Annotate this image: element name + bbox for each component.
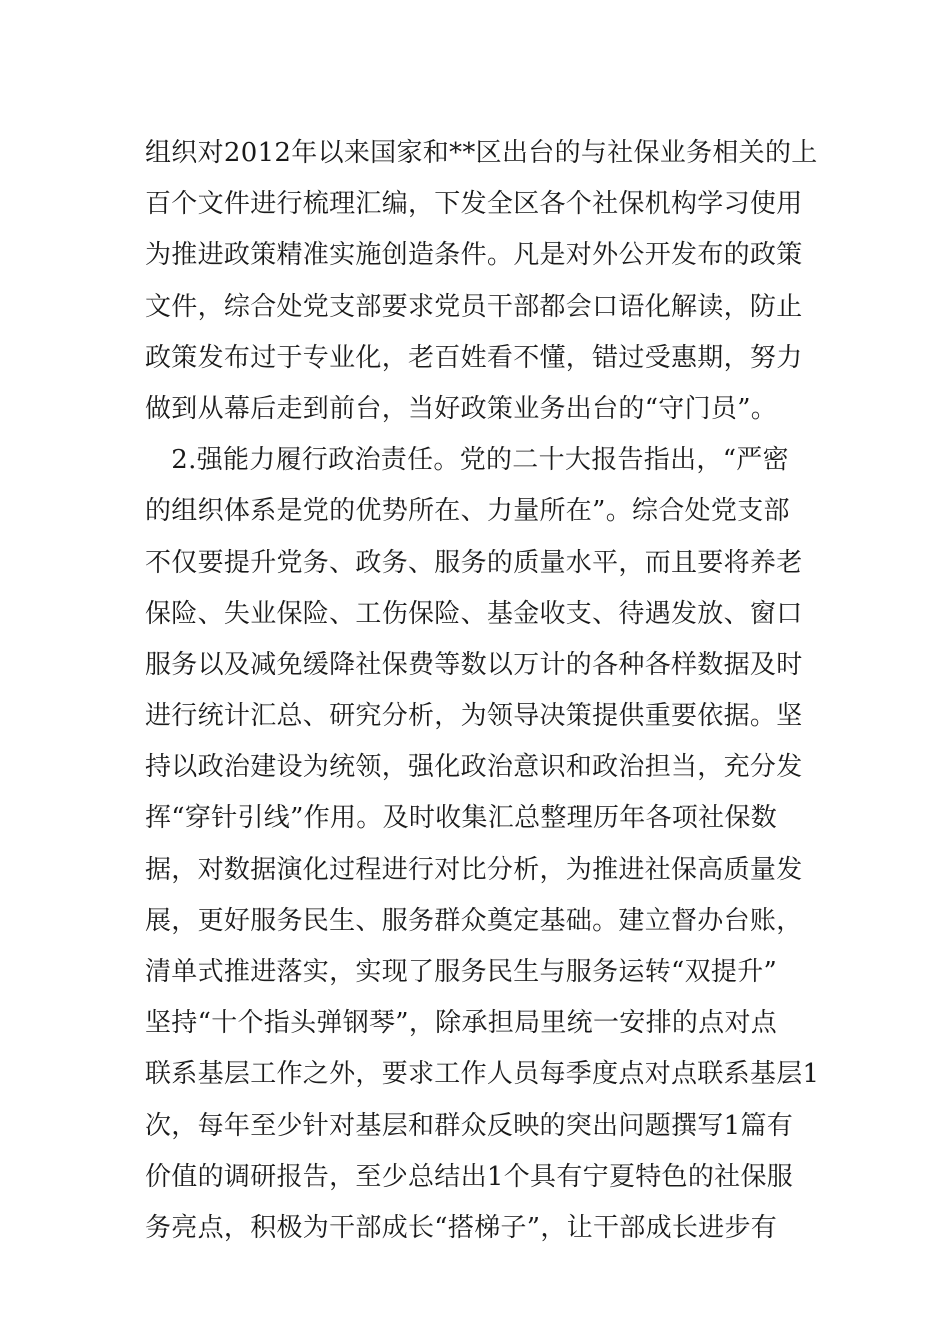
text-line: 文件，综合处党支部要求党员干部都会口语化解读，防止 — [145, 291, 803, 322]
body-text — [145, 128, 820, 1254]
text-line: 务亮点，积极为干部成长“搭梯子”，让干部成长进步有 — [145, 1212, 778, 1243]
text-line: 挥“穿针引线”作用。及时收集汇总整理历年各项社保数 — [145, 803, 778, 834]
text-line: 保险、失业保险、工伤保险、基金收支、待遇发放、窗口 — [145, 598, 803, 629]
text-line: 坚持“十个指头弹钢琴”，除承担局里统一安排的点对点 — [145, 1008, 778, 1039]
text-line: 组织对2012年以来国家和**区出台的与社保业务相关的上 — [145, 138, 818, 168]
text-line: 的组织体系是党的优势所在、力量所在”。综合处党支部 — [145, 496, 790, 527]
text-line: 进行统计汇总、研究分析，为领导决策提供重要依据。坚 — [145, 701, 803, 732]
text-line: 做到从幕后走到前台，当好政策业务出台的“守门员”。 — [145, 393, 778, 424]
text-line: 展，更好服务民生、服务群众奠定基础。建立督办台账， — [145, 905, 803, 936]
text-line: 据，对数据演化过程进行对比分析，为推进社保高质量发 — [145, 854, 803, 885]
text-line: 不仅要提升党务、政务、服务的质量水平，而且要将养老 — [145, 547, 803, 578]
text-line: 持以政治建设为统领，强化政治意识和政治担当，充分发 — [145, 752, 803, 783]
text-line: 为推进政策精准实施创造条件。凡是对外公开发布的政策 — [145, 240, 803, 271]
text-line: 清单式推进落实，实现了服务民生与服务运转“双提升” — [145, 957, 778, 987]
text-line: 政策发布过于专业化，老百姓看不懂，错过受惠期，努力 — [145, 342, 803, 373]
text-line: 服务以及减免缓降社保费等数以万计的各种各样数据及时 — [145, 649, 803, 680]
text-line: 价值的调研报告，至少总结出1个具有宁夏特色的社保服 — [145, 1161, 794, 1192]
text-line: 百个文件进行梳理汇编，下发全区各个社保机构学习使用 — [145, 189, 803, 220]
text-line: 次，每年至少针对基层和群众反映的突出问题撰写1篇有 — [145, 1110, 794, 1141]
text-line: 联系基层工作之外，要求工作人员每季度点对点联系基层1 — [145, 1059, 820, 1090]
text-line: 2.强能力履行政治责任。党的二十大报告指出，“严密 — [145, 445, 789, 476]
